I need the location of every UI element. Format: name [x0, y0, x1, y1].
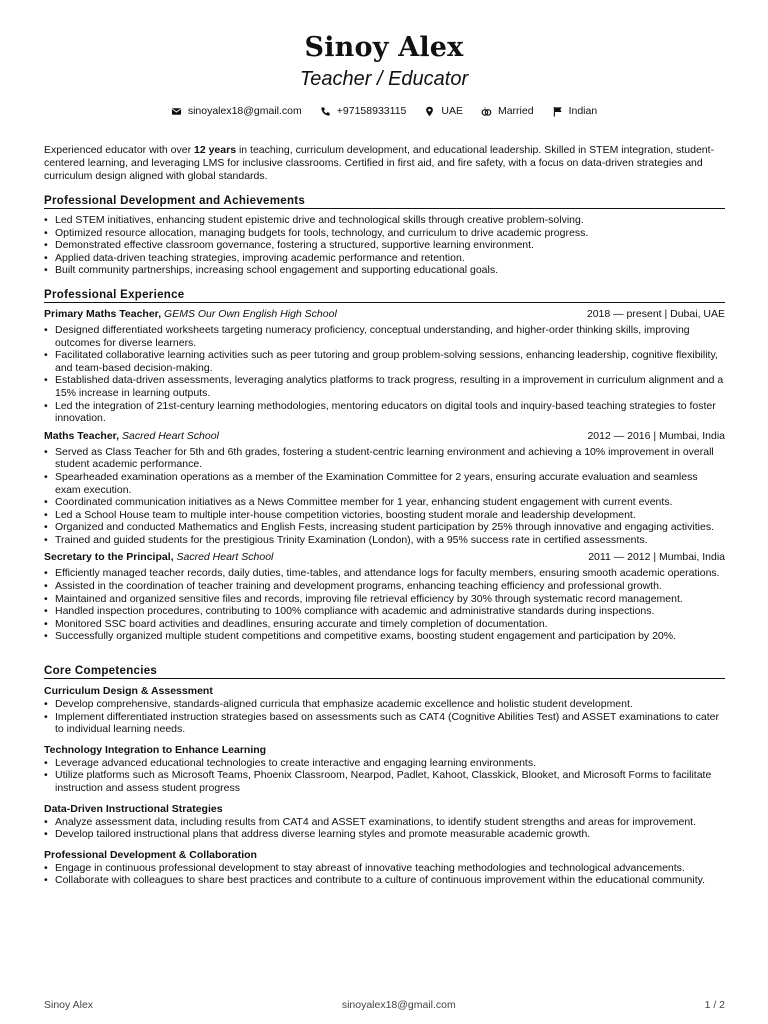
competency-item: • Analyze assessment data, including results from CAT4 and ASSET examinations, to identify student strengths and areas for improvement.: [44, 816, 725, 829]
section-title: Professional Experience: [44, 289, 725, 303]
job-duties-list: [44, 446, 725, 547]
candidate-title: Teacher / Educator: [299, 68, 469, 90]
location-text: UAE: [441, 105, 463, 117]
page-number: 1 / 2: [704, 999, 725, 1011]
contact-nationality: [552, 105, 598, 117]
job-role: Maths Teacher,: [44, 429, 120, 442]
competency-title: Curriculum Design & Assessment: [44, 685, 213, 698]
location-pin-icon: [424, 106, 435, 117]
competency-list: [44, 816, 725, 841]
professional-summary: [44, 144, 725, 183]
job-header: [44, 430, 725, 443]
job-duty-item: • Trained and guided students for the prestigious Trinity Examination (London), with a 95% success rate in certified assessments.: [44, 534, 725, 547]
achievement-item: • Built community partnerships, increasing school engagement and supporting educational goals.: [44, 264, 725, 277]
job-organization: GEMS Our Own English High School: [164, 307, 337, 320]
competency-item: • Develop tailored instructional plans that address diverse learning styles and promote measurable academic growth.: [44, 828, 725, 841]
job-duties-list: [44, 324, 725, 425]
email-text: sinoyalex18@gmail.com: [187, 105, 302, 117]
job-dates-location: 2011 — 2012 | Mumbai, India: [588, 551, 725, 564]
rings-icon: [481, 106, 492, 117]
job-duty-item: • Handled inspection procedures, contributing to 100% compliance with academic and administrative standards during inspections.: [44, 605, 725, 618]
competency-list: [44, 698, 725, 736]
contact-location: [424, 105, 463, 117]
contact-bar: [0, 104, 768, 118]
summary-text-start: Experienced educator with over: [44, 144, 194, 156]
job-duty-item: • Coordinated communication initiatives as a News Committee member for 1 year, enhancing student engagement with current events.: [44, 496, 725, 509]
competency-title: Technology Integration to Enhance Learning: [44, 743, 267, 756]
achievement-item: • Applied data-driven teaching strategies, improving academic performance and retention.: [44, 252, 725, 265]
envelope-icon: [171, 106, 182, 117]
competency-item: • Collaborate with colleagues to share best practices and contribute to a culture of continuous improvement within the educational community.: [44, 874, 725, 887]
competency-title: Professional Development & Collaboration: [44, 848, 257, 861]
job-duty-item: • Facilitated collaborative learning activities such as peer tutoring and group problem-solving sessions, enhancing leadership, cognitive flexibility, and team-based decision-making.: [44, 349, 725, 374]
job-position: [44, 308, 337, 321]
section-professional-development: [44, 195, 725, 277]
achievement-item: • Demonstrated effective classroom governance, fostering a structured, supportive learning environment.: [44, 239, 725, 252]
contact-email[interactable]: [171, 105, 302, 117]
job-duties-list: [44, 567, 725, 643]
job-duty-item: • Established data-driven assessments, leveraging analytics platforms to track progress, resulting in a improvement in curriculum alignment and a 15% increase in learning outputs.: [44, 374, 725, 399]
summary-highlight: 12 years: [194, 144, 237, 156]
job-dates-location: 2012 — 2016 | Mumbai, India: [587, 429, 725, 442]
competency-item: • Leverage advanced educational technologies to create interactive and engaging learning environments.: [44, 757, 725, 770]
footer-name: Sinoy Alex: [44, 999, 94, 1011]
achievement-item: • Led STEM initiatives, enhancing student epistemic drive and technological skills through creative problem-solving.: [44, 214, 725, 227]
resume-header: [0, 0, 768, 118]
job-duty-item: • Led a School House team to multiple inter-house competition victories, boosting student morale and leadership development.: [44, 509, 725, 522]
page-footer: [44, 999, 725, 1011]
job-duty-item: • Assisted in the coordination of teacher training and development programs, enhancing teaching efficiency and professional growth.: [44, 580, 725, 593]
achievements-list: [44, 214, 725, 277]
job-duty-item: • Served as Class Teacher for 5th and 6th grades, fostering a student-centric learning environment and achieving a 10% improvement in overall student academic performance.: [44, 446, 725, 471]
job-position: [44, 551, 273, 564]
job-duty-item: • Spearheaded examination operations as a member of the Examination Committee for 2 years, ensuring accurate evaluation and seamless exam execution.: [44, 471, 725, 496]
competency-item: • Utilize platforms such as Microsoft Teams, Phoenix Classroom, Nearpod, Padlet, Kahoot, Classkick, Blooket, and Microsoft Forms to facilitate instruction and assess student progress: [44, 769, 725, 794]
achievement-item: • Optimized resource allocation, managing budgets for tools, technology, and curriculum to drive academic progress.: [44, 227, 725, 240]
job-duty-item: • Organized and conducted Mathematics and English Fests, increasing student participation by 25% through innovative and engaging activities.: [44, 521, 725, 534]
job-header: [44, 551, 725, 564]
job-position: [44, 430, 219, 443]
marital-status-text: Married: [497, 105, 534, 117]
competency-item: • Implement differentiated instruction strategies based on assessments such as CAT4 (Cognitive Abilities Test) and ASSET examinations to cater to individual learning needs.: [44, 711, 725, 736]
nationality-text: Indian: [568, 105, 598, 117]
job-dates-location: 2018 — present | Dubai, UAE: [586, 307, 725, 320]
competency-list: [44, 757, 725, 795]
competency-item: • Develop comprehensive, standards-aligned curricula that emphasize academic excellence and holistic student development.: [44, 698, 725, 711]
footer-email: sinoyalex18@gmail.com: [341, 999, 456, 1011]
competency-list: [44, 862, 725, 887]
job-duty-item: • Maintained and organized sensitive files and records, improving file retrieval efficiency by 30% through systematic record management.: [44, 593, 725, 606]
section-professional-experience: [44, 289, 725, 643]
contact-phone[interactable]: [320, 105, 407, 117]
flag-icon: [552, 106, 563, 117]
competency-title: Data-Driven Instructional Strategies: [44, 802, 223, 815]
phone-text: +97158933115: [336, 105, 407, 117]
section-core-competencies: [44, 665, 725, 887]
summary-text-end: in teaching, curriculum development, and educational leadership. Skilled in STEM integration, student-centered learning, and leveraging LMS for inclusive classrooms. Certified in first aid, and fire safety, with a focus on data-driven strategies and curriculum design aligned with global standards.: [44, 144, 715, 182]
competency-item: • Engage in continuous professional development to stay abreast of innovative teaching methodologies and technological advancements.: [44, 862, 725, 875]
job-duty-item: • Designed differentiated worksheets targeting numeracy proficiency, conceptual understanding, and higher-order thinking skills, improving outcomes for diverse learners.: [44, 324, 725, 349]
section-title: Core Competencies: [44, 665, 725, 679]
job-duty-item: • Led the integration of 21st-century learning methodologies, mentoring educators on digital tools and inquiry-based teaching strategies to foster innovation.: [44, 400, 725, 425]
candidate-name: Sinoy Alex: [304, 32, 464, 63]
resume-content: [44, 144, 725, 887]
job-duty-item: • Efficiently managed teacher records, daily duties, time-tables, and attendance logs for faculty members, ensuring smooth academic operations.: [44, 567, 725, 580]
job-role: Secretary to the Principal,: [44, 551, 174, 564]
job-organization: Sacred Heart School: [122, 429, 219, 442]
job-header: [44, 308, 725, 321]
contact-marital-status: [481, 105, 534, 117]
job-duty-item: • Monitored SSC board activities and deadlines, ensuring accurate and timely completion of documentation.: [44, 618, 725, 631]
job-organization: Sacred Heart School: [176, 551, 274, 564]
job-role: Primary Maths Teacher,: [44, 307, 162, 320]
section-title: Professional Development and Achievements: [44, 195, 725, 209]
job-duty-item: • Successfully organized multiple student competitions and competitive exams, boosting student engagement and participation by 20%.: [44, 630, 725, 643]
phone-icon: [320, 106, 331, 117]
